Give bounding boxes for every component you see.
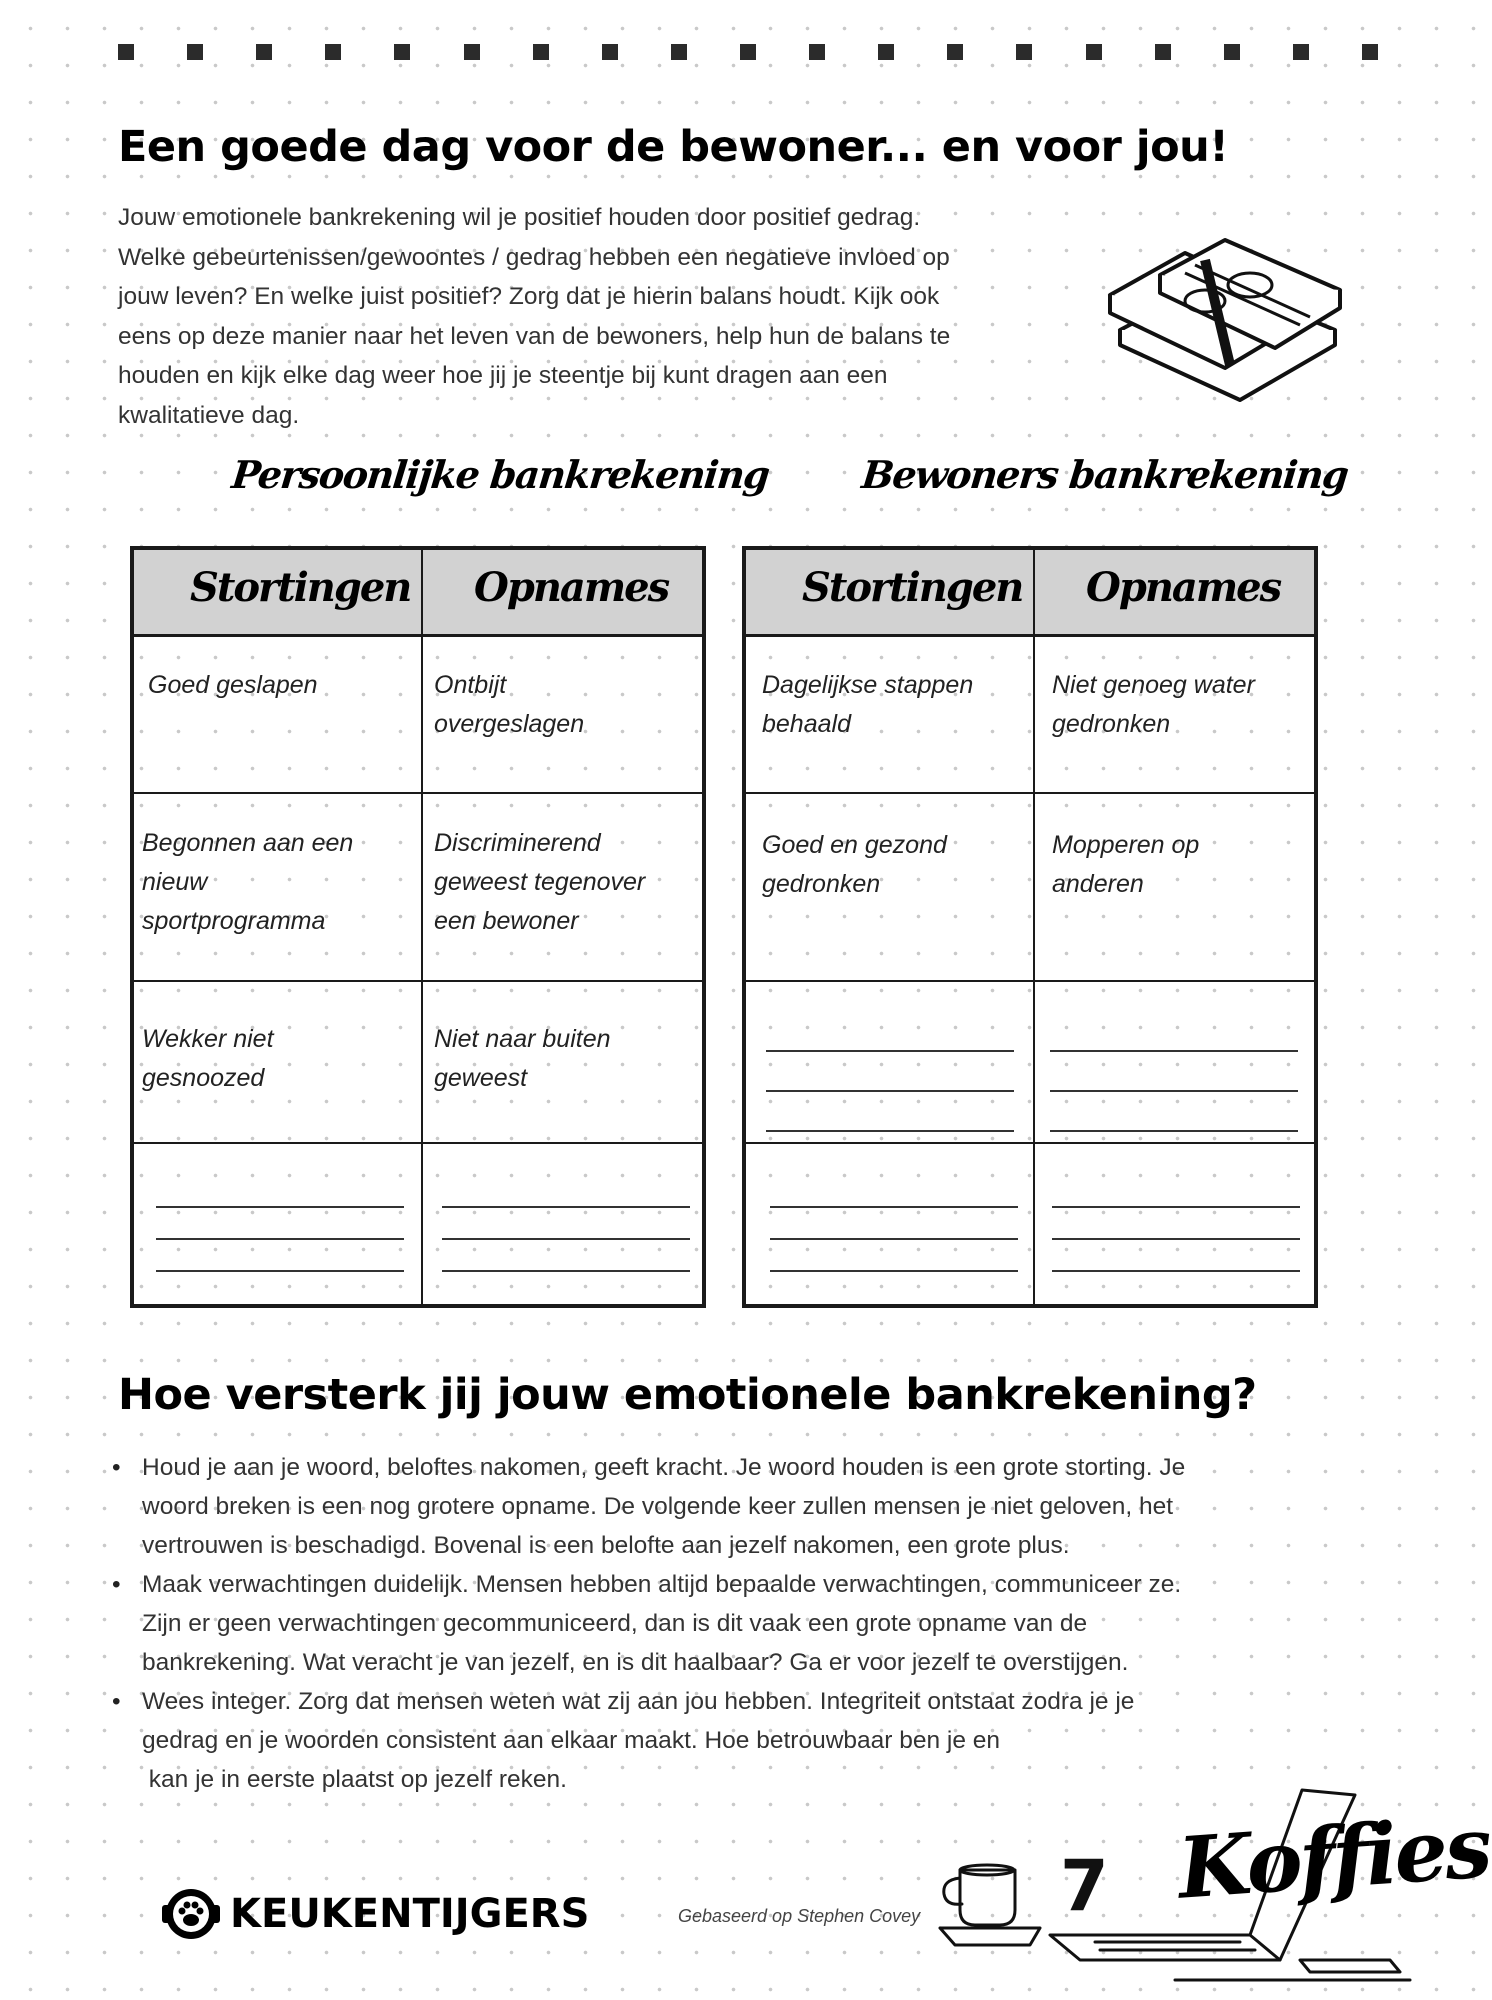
column-divider xyxy=(1033,550,1035,1304)
blank-line xyxy=(766,1050,1014,1052)
blank-line xyxy=(442,1206,690,1208)
list-item-line: • Maak verwachtingen duidelijk. Mensen hebben altijd bepaalde verwachtingen, communiceer ze. xyxy=(142,1571,1182,1598)
list-item xyxy=(110,1448,1340,1565)
blank-line xyxy=(442,1238,690,1240)
blank-line xyxy=(1052,1206,1300,1208)
deposit-cell xyxy=(142,1020,402,1098)
row-divider xyxy=(746,792,1314,794)
list-item xyxy=(110,1565,1340,1682)
section-title: Hoe versterk jij jouw emotionele bankrekening? xyxy=(118,1370,1257,1420)
cell-text: Wekker niet xyxy=(142,1025,274,1053)
blank-line xyxy=(1050,1090,1298,1092)
cell-text: Niet genoeg water xyxy=(1052,671,1255,699)
paw-logo-icon xyxy=(162,1885,220,1943)
intro-line: Jouw emotionele bankrekening wil je positief houden door positief gedrag. xyxy=(118,204,921,231)
intro-line: kwalitatieve dag. xyxy=(118,401,300,429)
deposit-cell xyxy=(148,666,408,705)
credit-text: Gebaseerd op Stephen Covey xyxy=(678,1906,921,1926)
blank-line xyxy=(1050,1050,1298,1052)
deposits-header: Stortingen xyxy=(802,564,1023,611)
blank-line xyxy=(766,1130,1014,1132)
intro-line: Welke gebeurtenissen/gewoontes / gedrag hebben een negatieve invloed op xyxy=(118,243,950,271)
deposits-header: Stortingen xyxy=(190,564,411,611)
list-item-line: bankrekening. Wat veracht je van jezelf, en is dit haalbaar? Ga er voor jezelf te overstijgen. xyxy=(142,1649,1129,1676)
cell-text: Niet naar buiten xyxy=(434,1025,611,1053)
blank-line xyxy=(770,1270,1018,1272)
list-item-line: gedrag en je woorden consistent aan elkaar maakt. Hoe betrouwbaar ben je en xyxy=(142,1727,1001,1754)
cell-text: Goed geslapen xyxy=(148,671,318,699)
blank-line xyxy=(770,1206,1018,1208)
cell-text: anderen xyxy=(1052,870,1144,898)
money-stack-icon xyxy=(1100,235,1345,395)
cell-text: gesnoozed xyxy=(142,1064,265,1092)
intro-line: eens op deze manier naar het leven van de bewoners, help hun de balans te xyxy=(118,322,951,350)
withdrawals-header: Opnames xyxy=(1086,564,1281,611)
blank-line xyxy=(1052,1270,1300,1272)
koffies-logo: Koffies xyxy=(1174,1797,1492,1918)
column-divider xyxy=(421,550,423,1304)
row-divider xyxy=(134,792,702,794)
intro-paragraph xyxy=(118,198,1078,435)
cell-text: Discriminerend xyxy=(434,829,601,857)
cell-text: nieuw xyxy=(142,868,208,896)
intro-line: houden en kijk elke dag weer hoe jij je steentje bij kunt dragen aan een xyxy=(118,362,888,389)
cell-text: Mopperen op xyxy=(1052,831,1200,859)
brand-footer xyxy=(162,1886,589,1942)
intro-line: jouw leven? En welke juist positief? Zorg dat je hierin balans houdt. Kijk ook xyxy=(118,283,940,310)
cell-text: overgeslagen xyxy=(434,710,585,738)
row-divider xyxy=(134,980,702,982)
page-title: Een goede dag voor de bewoner... en voor jou! xyxy=(118,122,1229,172)
blank-line xyxy=(156,1238,404,1240)
cell-text: sportprogramma xyxy=(142,907,326,935)
withdrawal-cell xyxy=(1052,666,1312,744)
withdrawal-cell xyxy=(434,666,694,744)
top-decoration xyxy=(118,44,1378,62)
brand-name: KEUKENTIJGERS xyxy=(230,1891,590,1937)
blank-line xyxy=(766,1090,1014,1092)
list-item-line: • Wees integer. Zorg dat mensen weten wat zij aan jou hebben. Integriteit ontstaat zodra je je xyxy=(142,1688,1135,1715)
deposit-cell xyxy=(762,826,1022,904)
cell-text: gedronken xyxy=(762,870,881,898)
cell-text: geweest xyxy=(434,1064,528,1092)
cell-text: Dagelijkse stappen xyxy=(762,671,974,699)
withdrawals-header: Opnames xyxy=(474,564,669,611)
row-divider xyxy=(746,1142,1314,1144)
cell-text: een bewoner xyxy=(434,907,579,935)
row-divider xyxy=(746,980,1314,982)
personal-ledger xyxy=(130,546,706,1308)
cell-text: Ontbijt xyxy=(434,671,507,699)
tips-list xyxy=(110,1448,1340,1799)
list-item-line: kan je in eerste plaatst op jezelf reken. xyxy=(142,1766,567,1793)
blank-line xyxy=(156,1206,404,1208)
blank-line xyxy=(1050,1130,1298,1132)
blank-line xyxy=(1052,1238,1300,1240)
cell-text: gedronken xyxy=(1052,710,1171,738)
list-item-line: woord breken is een nog grotere opname. De volgende keer zullen mensen je niet geloven, het xyxy=(142,1493,1174,1520)
cell-text: behaald xyxy=(762,710,851,738)
list-item-line: Zijn er geen verwachtingen gecommuniceerd, dan is dit vaak een grote opname van de xyxy=(142,1610,1088,1637)
withdrawal-cell xyxy=(1052,826,1312,904)
resident-ledger xyxy=(742,546,1318,1308)
resident-account-title: Bewoners bankrekening xyxy=(859,452,1350,497)
withdrawal-cell xyxy=(434,1020,694,1098)
list-item-line: vertrouwen is beschadigd. Bovenal is een belofte aan jezelf nakomen, een grote plus. xyxy=(142,1532,1070,1559)
cell-text: Goed en gezond xyxy=(762,831,947,859)
cell-text: Begonnen aan een xyxy=(142,829,354,857)
logo-number: 7 xyxy=(1060,1845,1109,1927)
list-item-line: • Houd je aan je woord, beloftes nakomen, geeft kracht. Je woord houden is een grote storting. Je xyxy=(142,1454,1186,1481)
personal-account-title: Persoonlijke bankrekening xyxy=(229,452,771,497)
blank-line xyxy=(770,1238,1018,1240)
blank-line xyxy=(156,1270,404,1272)
deposit-cell xyxy=(762,666,1022,744)
cell-text: geweest tegenover xyxy=(434,868,646,896)
withdrawal-cell xyxy=(434,824,694,941)
blank-line xyxy=(442,1270,690,1272)
row-divider xyxy=(134,1142,702,1144)
deposit-cell xyxy=(142,824,402,941)
